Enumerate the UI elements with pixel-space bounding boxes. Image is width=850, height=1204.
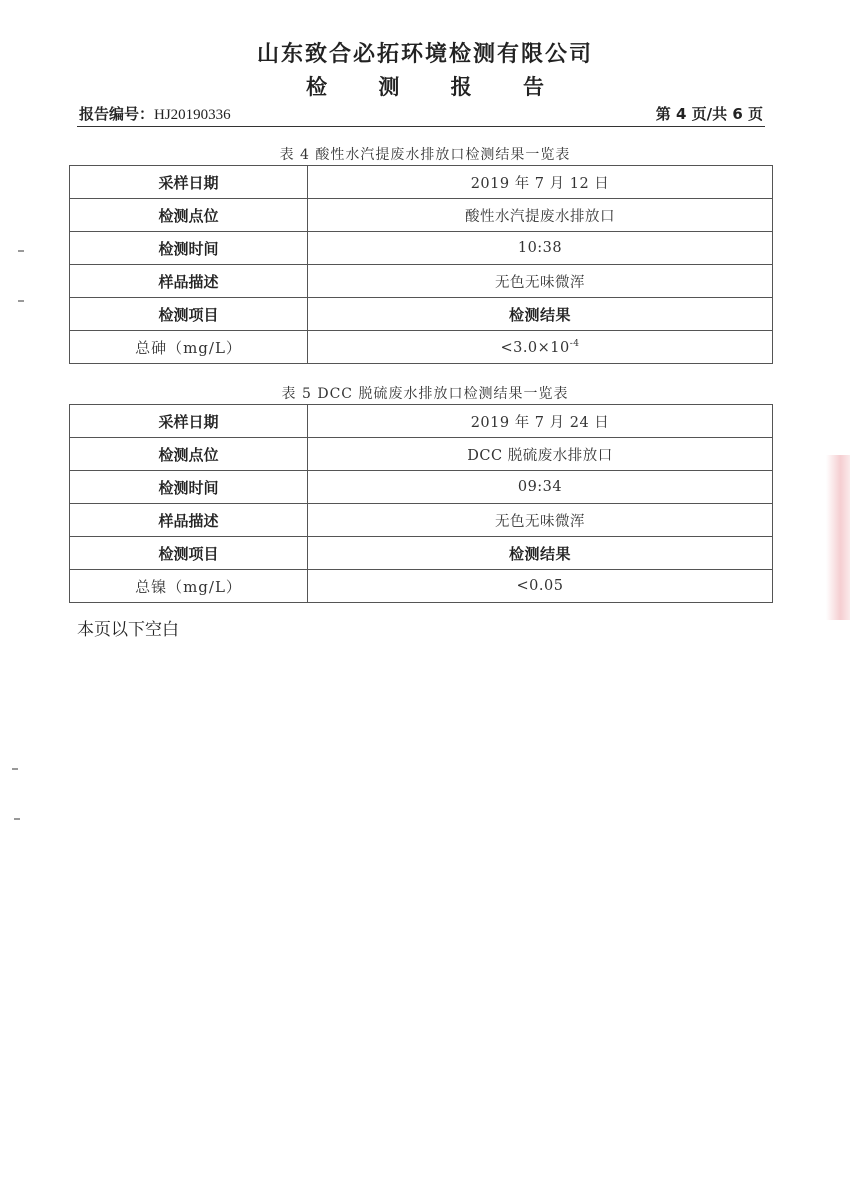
table-row	[70, 232, 773, 265]
scan-mark	[18, 250, 24, 252]
table-4-caption: 表 4 酸性水汽提废水排放口检测结果一览表	[279, 147, 571, 163]
row-value: 2019 年 7 月 12 日	[308, 166, 773, 199]
table-row	[70, 298, 773, 331]
result-value: <3.0×10	[500, 339, 570, 356]
table-row	[70, 166, 773, 199]
row-value: 无色无味微浑	[308, 265, 773, 298]
table-row	[70, 471, 773, 504]
row-label: 检测点位	[70, 199, 308, 232]
row-label: 样品描述	[70, 504, 308, 537]
scan-mark	[14, 818, 20, 820]
table-row	[70, 405, 773, 438]
row-value: 2019 年 7 月 24 日	[308, 405, 773, 438]
table-row	[70, 537, 773, 570]
row-value: 10:38	[308, 232, 773, 265]
report-number	[79, 103, 231, 124]
table-row	[70, 504, 773, 537]
scan-mark	[12, 768, 18, 770]
table-4	[69, 165, 773, 364]
row-value: DCC 脱硫废水排放口	[308, 438, 773, 471]
row-label: 检测时间	[70, 232, 308, 265]
seal-stamp-edge	[826, 455, 850, 620]
table-row	[70, 199, 773, 232]
row-label: 样品描述	[70, 265, 308, 298]
row-label: 检测项目	[70, 537, 308, 570]
blank-page-note: 本页以下空白	[77, 620, 179, 640]
row-label: 采样日期	[70, 166, 308, 199]
row-value: 检测结果	[308, 537, 773, 570]
table-row	[70, 570, 773, 603]
row-value: 无色无味微浑	[308, 504, 773, 537]
table-row	[70, 331, 773, 364]
row-value: 检测结果	[308, 298, 773, 331]
result-exponent: -4	[569, 338, 580, 349]
row-label: 总镍（mg/L）	[70, 570, 308, 603]
row-label: 总砷（mg/L）	[70, 331, 308, 364]
report-title: 检 测 报 告	[306, 75, 566, 99]
table-row	[70, 265, 773, 298]
row-label: 采样日期	[70, 405, 308, 438]
row-label: 检测点位	[70, 438, 308, 471]
row-value	[308, 331, 773, 364]
report-number-value: HJ20190336	[154, 107, 231, 123]
row-value: 09:34	[308, 471, 773, 504]
scan-mark	[18, 300, 24, 302]
row-value: 酸性水汽提废水排放口	[308, 199, 773, 232]
company-name: 山东致合必拓环境检测有限公司	[256, 42, 593, 67]
report-number-label: 报告编号：	[79, 105, 155, 123]
page-info: 第 4 页/共 6 页	[655, 105, 763, 123]
row-label: 检测项目	[70, 298, 308, 331]
table-5-caption: 表 5 DCC 脱硫废水排放口检测结果一览表	[281, 386, 569, 402]
header-divider	[77, 126, 765, 127]
table-row	[70, 438, 773, 471]
row-label: 检测时间	[70, 471, 308, 504]
row-value: <0.05	[308, 570, 773, 603]
table-5	[69, 404, 773, 603]
